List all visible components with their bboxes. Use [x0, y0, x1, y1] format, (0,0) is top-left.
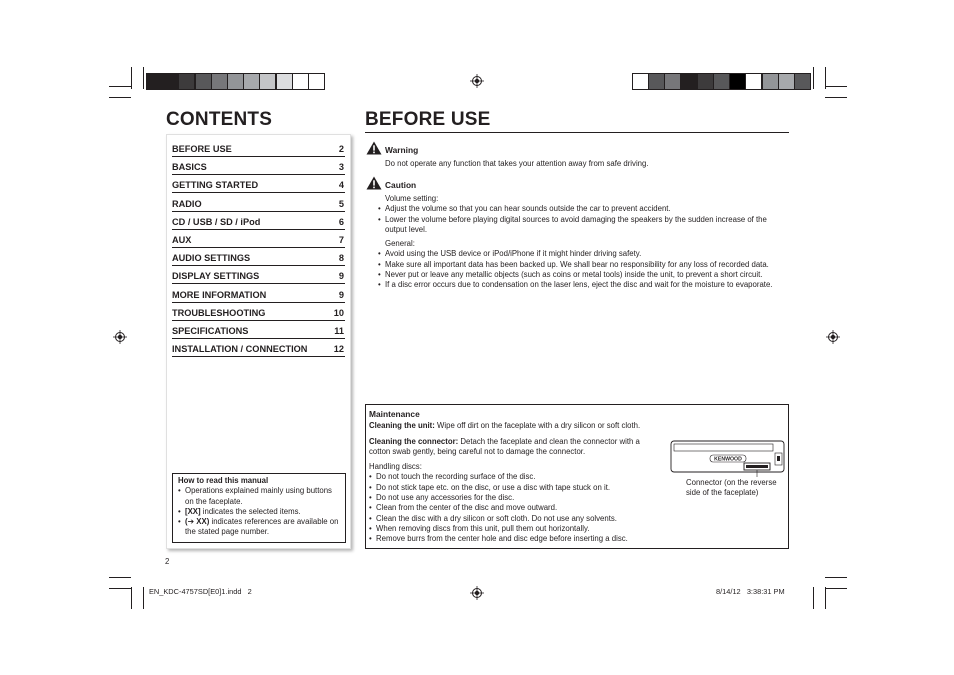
toc-entry-label: SPECIFICATIONS [172, 326, 249, 336]
crop-mark [109, 86, 131, 87]
color-swatch [308, 73, 325, 90]
toc-entry-page: 5 [338, 198, 344, 209]
crop-mark [109, 588, 131, 589]
color-swatch [648, 73, 665, 90]
toc-entry[interactable] [172, 158, 345, 175]
cleaning-connector: Cleaning the connector: Detach the faceplate and clean the connector with a cotton swab gently, being careful not to damage the connector. [369, 436, 640, 456]
disc-item: • Do not use any accessories for the disc. [369, 493, 655, 503]
color-swatch [664, 73, 681, 90]
toc-entry-page: 3 [338, 162, 344, 173]
volume-item: • Adjust the volume so that you can hear sounds outside the car to prevent accident. [378, 204, 790, 214]
caution-heading: Caution [385, 180, 417, 190]
maintenance-heading: Maintenance [369, 409, 420, 419]
general-list [378, 249, 790, 290]
toc-entry[interactable] [172, 176, 345, 193]
toc-entry[interactable] [172, 249, 345, 266]
general-item: • Make sure all important data has been backed up. We shall bear no responsibility for any loss of recorded data. [378, 260, 790, 270]
color-swatch [146, 73, 163, 90]
toc-entry-label: MORE INFORMATION [172, 289, 267, 300]
toc-entry-page: 8 [338, 253, 344, 264]
disc-item: • Remove burrs from the center hole and disc edge before inserting a disc. [369, 534, 655, 544]
toc-entry-label: RADIO [172, 198, 202, 209]
color-swatch [227, 73, 244, 90]
toc-entry-page: 10 [333, 307, 344, 318]
toc-entry[interactable] [172, 195, 345, 212]
registration-mark-icon [113, 330, 127, 344]
volume-item: • Lower the volume before playing digital sources to avoid damaging the speakers by the sudden increase of the output level. [378, 215, 790, 236]
file-slug: EN_KDC-4757SD[E0]1.indd 2 [149, 587, 252, 596]
crop-mark [825, 86, 847, 87]
color-swatch [713, 73, 730, 90]
toc-entry-label: TROUBLESHOOTING [172, 307, 266, 318]
color-swatch [276, 73, 293, 90]
toc-entry[interactable] [172, 231, 345, 248]
toc-entry-page: 6 [338, 216, 344, 227]
color-swatch [195, 73, 212, 90]
toc-entry-label: AUX [172, 235, 192, 245]
registration-mark-icon [470, 74, 484, 88]
crop-mark [825, 577, 847, 578]
volume-heading: Volume setting: [385, 194, 439, 203]
general-heading: General: [385, 239, 415, 249]
faceplate-figure [670, 439, 786, 477]
color-swatch [292, 73, 309, 90]
toc-entry-page: 9 [338, 271, 344, 282]
how-to-read-item: • Operations explained mainly using buttons on the faceplate. [178, 486, 340, 507]
caution-icon [366, 176, 382, 190]
color-swatch [794, 73, 811, 90]
volume-list [378, 204, 790, 235]
color-swatch [178, 73, 195, 90]
caution-body [378, 194, 790, 291]
toc-entry-label: DISPLAY SETTINGS [172, 271, 260, 282]
color-swatch [778, 73, 795, 90]
warning-heading: Warning [385, 145, 419, 155]
color-swatch [681, 73, 698, 90]
crop-mark [825, 67, 826, 89]
disc-item: • Do not stick tape etc. on the disc, or use a disc with tape stuck on it. [369, 483, 655, 493]
how-to-read-item: • (➔ XX) indicates references are available on the stated page number. [178, 517, 340, 538]
crop-mark [813, 67, 814, 89]
crop-mark [131, 587, 132, 609]
toc-entry-page: 12 [333, 344, 344, 355]
discs-heading: Handling discs: [369, 462, 422, 472]
toc-entry-page: 9 [338, 289, 344, 300]
toc-entry[interactable] [172, 322, 345, 339]
toc-entry-page: 2 [338, 144, 344, 154]
toc-entry[interactable] [172, 304, 345, 321]
toc-entry-page: 4 [338, 180, 344, 191]
disc-item: • When removing discs from this unit, pull them out horizontally. [369, 524, 655, 534]
toc-entry-label: GETTING STARTED [172, 180, 259, 191]
page-number: 2 [165, 557, 170, 566]
color-swatch [211, 73, 228, 90]
crop-mark [813, 587, 814, 609]
date-slug: 8/14/12 3:38:31 PM [716, 587, 785, 596]
crop-mark [825, 587, 826, 609]
title-rule [365, 132, 789, 133]
color-swatch [259, 73, 276, 90]
color-swatch [697, 73, 714, 90]
toc-entry[interactable] [172, 267, 345, 284]
toc-entry-label: INSTALLATION / CONNECTION [172, 344, 308, 355]
warning-text: Do not operate any function that takes your attention away from safe driving. [385, 159, 649, 168]
color-swatch [243, 73, 260, 90]
toc-entry-page: 7 [338, 235, 344, 245]
disc-item: • Do not touch the recording surface of the disc. [369, 472, 655, 482]
faceplate-brand-logo: KENWOOD [714, 456, 742, 463]
disc-list [369, 472, 655, 544]
before-use-title: BEFORE USE [365, 109, 491, 130]
warning-icon [366, 141, 382, 155]
crop-mark [131, 67, 132, 89]
crop-mark [109, 97, 131, 98]
cleaning-unit: Cleaning the unit: Wipe off dirt on the faceplate with a dry silicon or soft cloth. [369, 421, 641, 431]
toc-entry-page: 11 [334, 326, 344, 336]
toc-entry[interactable] [172, 340, 345, 357]
how-to-read-item: • [XX] indicates the selected items. [178, 507, 340, 517]
registration-mark-icon [470, 586, 484, 600]
how-to-read-title: How to read this manual [178, 476, 269, 485]
toc-entry-label: CD / USB / SD / iPod [172, 216, 261, 227]
color-swatch [162, 73, 179, 90]
color-swatch [762, 73, 779, 90]
maintenance-content [369, 409, 655, 545]
crop-mark [109, 577, 131, 578]
registration-mark-icon [826, 330, 840, 344]
crop-mark [143, 587, 144, 609]
toc-entry[interactable] [172, 213, 345, 230]
contents-title: CONTENTS [166, 109, 273, 130]
crop-mark [825, 588, 847, 589]
toc-entry[interactable] [172, 286, 345, 303]
color-swatch [729, 73, 746, 90]
disc-item: • Clean the disc with a dry silicon or soft cloth. Do not use any solvents. [369, 514, 655, 524]
general-item: • If a disc error occurs due to condensation on the laser lens, eject the disc and wait for the moisture to evaporate. [378, 280, 790, 290]
color-swatch [632, 73, 649, 90]
toc-entry-label: BASICS [172, 162, 207, 173]
disc-item: • Clean from the center of the disc and move outward. [369, 503, 655, 513]
color-swatch [745, 73, 762, 90]
crop-mark [825, 97, 847, 98]
general-item: • Never put or leave any metallic objects (such as coins or metal tools) inside the unit, to prevent a short circuit. [378, 270, 790, 280]
toc-entry-label: BEFORE USE [172, 144, 232, 154]
figure-caption: Connector (on the reverse side of the faceplate) [686, 478, 777, 498]
crop-mark [143, 67, 144, 89]
toc-entry-label: AUDIO SETTINGS [172, 253, 251, 264]
toc-entry[interactable] [172, 140, 345, 157]
general-item: • Avoid using the USB device or iPod/iPhone if it might hinder driving safety. [378, 249, 790, 259]
how-to-read-box [172, 473, 346, 543]
